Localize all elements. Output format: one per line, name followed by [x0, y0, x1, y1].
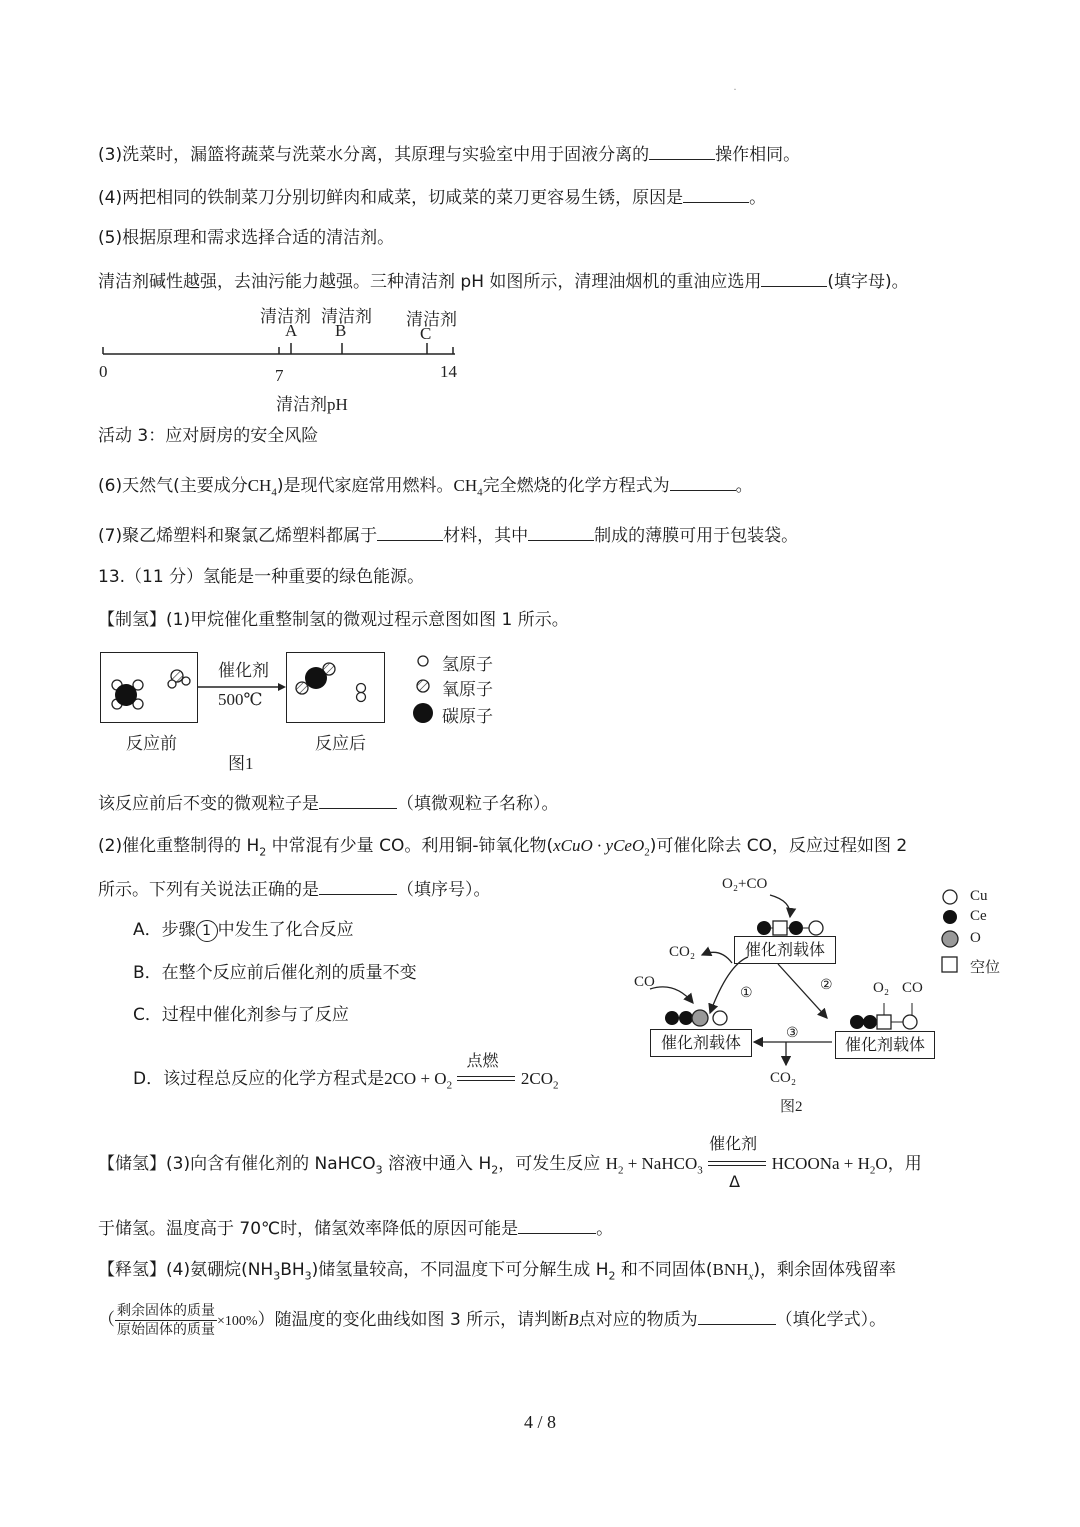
- fig2-carrier-left: 催化剂载体: [650, 1029, 752, 1057]
- option-a-label: A．步骤: [133, 920, 196, 940]
- fig2-co2-bottom-label: CO₂: [770, 1070, 797, 1086]
- store-hydrogen-line2: [98, 1215, 613, 1241]
- answer-blank[interactable]: [649, 141, 715, 160]
- formula-sub: 2: [259, 845, 267, 859]
- ph-label-a: A: [285, 321, 298, 340]
- ph-label-c: C: [420, 324, 432, 343]
- fig2-o2-right-label: O₂: [873, 980, 890, 996]
- fig2-co-left-label: CO: [634, 974, 655, 990]
- question-text: BH: [280, 1260, 305, 1280]
- reaction-condition-heat: Δ: [729, 1172, 741, 1191]
- legend-vacancy: 空位: [970, 960, 1001, 976]
- equation-rhs: HCOONa + $H_2O$: [771, 1154, 888, 1177]
- formula-sub: x: [748, 1270, 754, 1283]
- option-d-label: D．该过程总反应的化学方程式是: [133, 1069, 385, 1089]
- question-13-heading: 13.（11 分）氢能是一种重要的绿色能源。: [98, 567, 425, 587]
- fig2-carrier-top: 催化剂载体: [734, 936, 836, 964]
- question-4-text: (4)两把相同的铁制菜刀分别切鲜肉和咸菜，切咸菜的菜刀更容易生锈，原因是: [98, 188, 684, 208]
- fig2-o2co-label: O₂+CO: [722, 876, 768, 892]
- question-13-2-line2: [98, 876, 491, 902]
- reaction-arrow: [457, 1051, 515, 1089]
- question-text: 随温度的变化曲线如图 3 所示，请判断: [274, 1310, 569, 1330]
- answer-blank[interactable]: [528, 522, 594, 541]
- fig2-cycle: [620, 875, 950, 1095]
- legend-o: O: [970, 930, 981, 946]
- question-text: )，剩余固体残留率: [753, 1260, 896, 1280]
- activity-3-heading: 活动 3：应对厨房的安全风险: [98, 426, 319, 446]
- answer-blank[interactable]: [518, 1215, 596, 1234]
- formula-sub: 2: [644, 846, 650, 859]
- question-4-tail: 。: [749, 188, 767, 208]
- fig2-co2-left-label: CO₂: [669, 944, 696, 960]
- formula-ch4: CH: [453, 476, 478, 495]
- ph-tick-0: 0: [99, 362, 108, 381]
- equation-rhs: $2CO_2$: [520, 1069, 559, 1092]
- fig1-temp-label: 500℃: [218, 690, 263, 709]
- question-7-text: (7)聚乙烯塑料和聚氯乙烯塑料都属于: [98, 526, 378, 546]
- fig2-carrier-right: 催化剂载体: [835, 1031, 935, 1059]
- store-hydrogen-line1: [98, 1134, 922, 1191]
- question-text: 【释氢】(4)氨硼烷(NH: [98, 1260, 274, 1280]
- answer-blank[interactable]: [683, 184, 749, 203]
- ph-tick-7: 7: [275, 366, 284, 385]
- fraction-numerator: 剩余固体的质量: [117, 1302, 215, 1319]
- question-text: 该反应前后不变的微观粒子是: [98, 794, 319, 814]
- residue-fraction: [115, 1302, 217, 1339]
- answer-blank[interactable]: [761, 268, 827, 287]
- answer-blank[interactable]: [377, 522, 443, 541]
- option-c[interactable]: C．过程中催化剂参与了反应: [133, 1005, 349, 1025]
- question-tail: 。: [596, 1219, 614, 1239]
- fig1-caption: 图1: [228, 754, 254, 773]
- question-7-tail: 制成的薄膜可用于包装袋。: [594, 526, 799, 546]
- question-tail: （填微观粒子名称）。: [397, 794, 559, 814]
- question-3: [98, 141, 800, 167]
- answer-blank[interactable]: [670, 472, 736, 491]
- question-6-text: (6)天然气(主要成分: [98, 476, 248, 496]
- question-3-tail: 操作相同。: [715, 145, 801, 165]
- formula-sub: 2: [491, 1163, 499, 1177]
- fig2-co-right-label: CO: [902, 980, 923, 996]
- reaction-arrow: [708, 1134, 766, 1191]
- legend-ce: Ce: [970, 908, 987, 924]
- reaction-condition: 点燃: [466, 1051, 499, 1070]
- formula-bnh: BNH: [712, 1260, 749, 1279]
- question-text: (2)催化重整制得的 H: [98, 836, 260, 856]
- question-text: )可催化除去 CO，反应过程如图 2: [649, 836, 908, 856]
- question-text: )储氢量较高，不同温度下可分解生成 H: [311, 1260, 609, 1280]
- equation-lhs: $2CO + O_2$: [384, 1069, 453, 1092]
- question-text: 点对应的物质为: [578, 1310, 698, 1330]
- question-13-1-answer: [98, 790, 559, 816]
- ph-label-b-top: 清洁剂: [321, 307, 372, 326]
- formula-sub: 2: [608, 1269, 616, 1283]
- ph-tick-14: 14: [440, 362, 457, 381]
- question-5-title: (5)根据原理和需求选择合适的清洁剂。: [98, 228, 395, 248]
- formula-sub: 3: [304, 1269, 312, 1283]
- option-b[interactable]: B．在整个反应前后催化剂的质量不变: [133, 963, 417, 983]
- option-a[interactable]: [133, 918, 354, 942]
- formula-sub: 3: [273, 1269, 281, 1283]
- formula-catalyst: xCuO · yCeO: [553, 836, 645, 855]
- option-a-text: 中发生了化合反应: [217, 920, 354, 940]
- fig2-step3: ③: [786, 1026, 799, 1041]
- make-hydrogen-heading: 【制氢】(1)甲烷催化重整制氢的微观过程示意图如图 1 所示。: [98, 610, 569, 630]
- answer-blank[interactable]: [319, 876, 397, 895]
- question-text: ，用: [887, 1154, 922, 1174]
- percent-factor: ×100%: [217, 1314, 258, 1329]
- question-5-tail: (填字母)。: [827, 272, 909, 292]
- formula-sub: 4: [477, 486, 483, 499]
- release-hydrogen-line2: [98, 1300, 886, 1342]
- question-6-mid: )是现代家庭常用燃料。: [276, 476, 454, 496]
- fig2-step2: ②: [820, 978, 833, 993]
- question-text: ，可发生反应: [498, 1154, 601, 1174]
- reaction-condition: 催化剂: [709, 1134, 758, 1153]
- question-text: 中常混有少量 CO。利用铜-铈氧化物(: [266, 836, 554, 856]
- question-4: [98, 184, 766, 210]
- ph-label-a-top: 清洁剂: [260, 307, 311, 326]
- fig2-caption: 图2: [780, 1099, 803, 1115]
- answer-blank[interactable]: [319, 790, 397, 809]
- step-number: 1: [196, 920, 218, 942]
- option-d[interactable]: [133, 1051, 559, 1097]
- ph-label-c-top: 清洁剂: [406, 310, 457, 329]
- fig1-legend-symbols: [410, 650, 440, 730]
- legend-cu: Cu: [970, 888, 988, 904]
- formula-sub: 4: [271, 486, 277, 499]
- formula-ch4: CH: [247, 476, 272, 495]
- legend-oxygen: 氧原子: [442, 680, 493, 699]
- question-13-2: [98, 834, 907, 864]
- fig2-legend-symbols: [936, 885, 966, 975]
- question-text: 所示。下列有关说法正确的是: [98, 880, 319, 900]
- formula-sub: 3: [375, 1163, 383, 1177]
- equation-lhs: $H_2$ + NaHCO$_3$: [605, 1154, 703, 1177]
- fig1-catalyst-label: 催化剂: [218, 661, 269, 680]
- fraction-denominator: 原始固体的质量: [117, 1321, 215, 1338]
- fig1-before-label: 反应前: [126, 734, 177, 753]
- ph-label-b: B: [335, 321, 347, 340]
- paren-close: ）: [257, 1310, 275, 1330]
- fig2-step1: ①: [740, 986, 753, 1001]
- question-6-mid2: 完全燃烧的化学方程式为: [482, 476, 670, 496]
- question-7: [98, 522, 798, 548]
- page-number: 4 / 8: [523, 1412, 556, 1432]
- question-6: [98, 472, 753, 504]
- question-text: 于储氢。温度高于 70℃时，储氢效率降低的原因可能是: [98, 1219, 519, 1239]
- page-mark: ·: [733, 82, 737, 96]
- paren-open: （: [98, 1310, 115, 1330]
- legend-carbon: 碳原子: [442, 707, 493, 726]
- question-tail: （填序号）。: [397, 880, 491, 900]
- question-text: 【储氢】(3)向含有催化剂的 NaHCO: [98, 1154, 376, 1174]
- question-7-mid: 材料，其中: [443, 526, 529, 546]
- ph-caption: 清洁剂pH: [276, 395, 348, 414]
- question-text: 溶液中通入 H: [382, 1154, 492, 1174]
- question-text: 和不同固体(: [615, 1260, 713, 1280]
- question-5: [98, 268, 909, 294]
- question-6-tail: 。: [735, 476, 753, 496]
- answer-blank[interactable]: [698, 1306, 776, 1325]
- question-tail: （填化学式）。: [775, 1310, 887, 1330]
- legend-hydrogen: 氢原子: [442, 655, 493, 674]
- question-5-text: 清洁剂碱性越强，去油污能力越强。三种清洁剂 pH 如图所示，清理油烟机的重油应选用: [98, 272, 762, 292]
- release-hydrogen-line1: [98, 1258, 896, 1288]
- fig1-after-label: 反应后: [315, 734, 366, 753]
- point-b: B: [568, 1310, 579, 1329]
- question-3-text: (3)洗菜时，漏篮将蔬菜与洗菜水分离，其原理与实验室中用于固液分离的: [98, 145, 650, 165]
